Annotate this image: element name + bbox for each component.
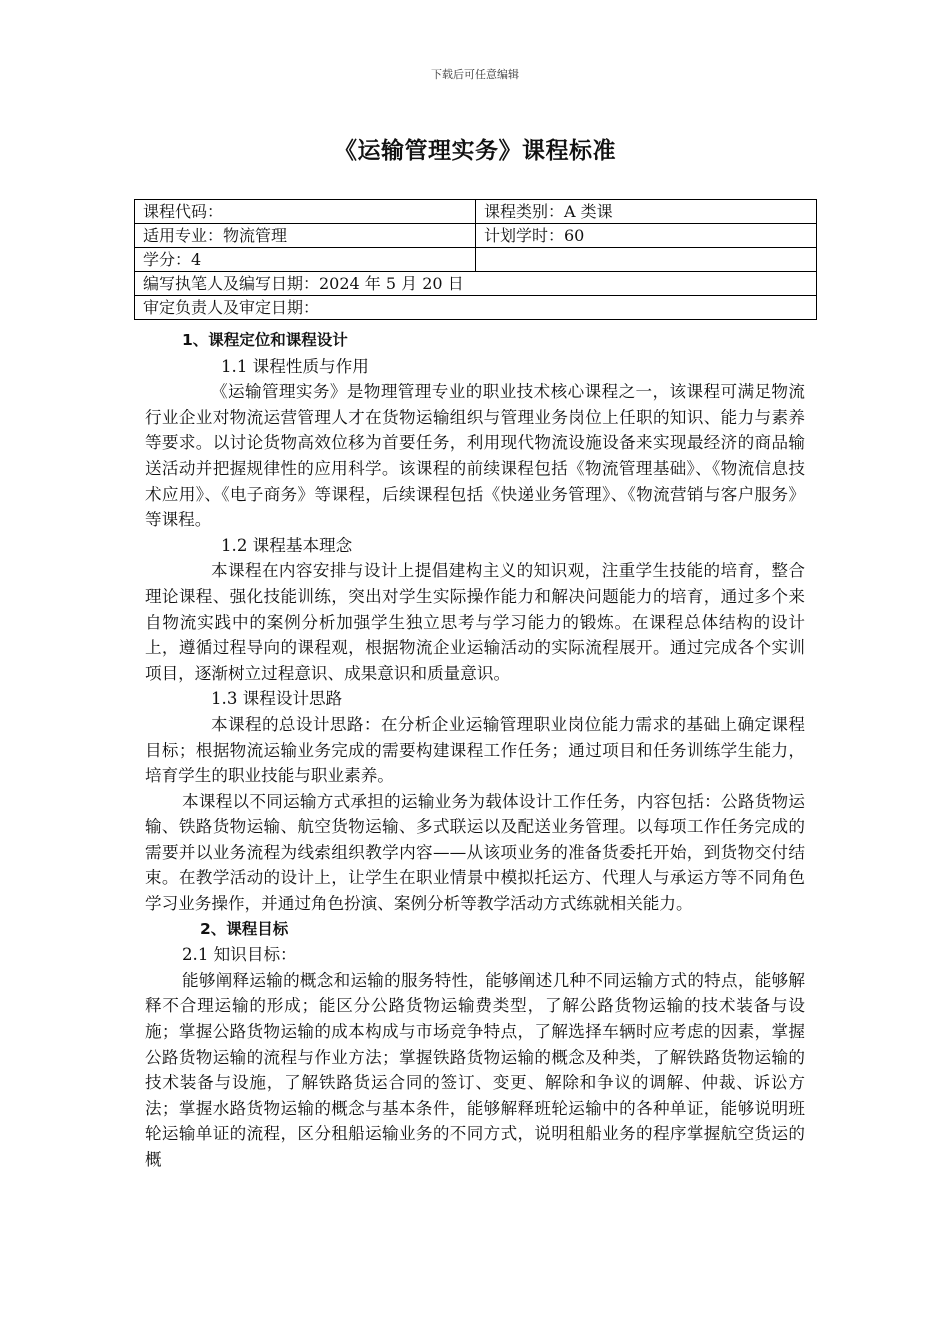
table-row — [135, 224, 817, 248]
section-1-2-paragraph: 本课程在内容安排与设计上提倡建构主义的知识观，注重学生技能的培育，整合理论课程、强化技能训练，突出对学生实际操作能力和解决问题能力的培育，通过多个来自物流实践中的案例分析加强学生独立思考与学习能力的锻炼。在课程总体结构的设计上，遵循过程导向的课程观，根据物流企业运输活动的实际流程展开。通过完成各个实训项目，逐渐树立过程意识、成果意识和质量意识。 — [145, 561, 805, 683]
section-2-1-paragraph: 能够阐释运输的概念和运输的服务特性，能够阐述几种不同运输方式的特点，能够解释不合理运输的形成；能区分公路货物运输费类型，了解公路货物运输的技术装备与设施；掌握公路货物运输的成本构成与市场竞争特点，了解选择车辆时应考虑的因素，掌握公路货物运输的流程与作业方法；掌握铁路货物运输的概念及种类，了解铁路货物运输的技术装备与设施，了解铁路货运合同的签订、变更、解除和争议的调解、仲裁、诉讼方法；掌握水路货物运输的概念与基本条件，能够解释班轮运输中的各种单证，能够说明班轮运输单证的流程，区分租船运输业务的不同方式，说明租船业务的程序掌握航空货运的概 — [145, 970, 805, 1169]
course-category-cell: 课程类别：A 类课 — [476, 200, 817, 224]
header-note: 下载后可任意编辑 — [431, 68, 519, 81]
document-body — [145, 328, 805, 1173]
major-cell: 适用专业：物流管理 — [135, 224, 476, 248]
table-row — [135, 272, 817, 296]
section-2-heading: 2、课程目标 — [200, 919, 289, 938]
section-1-3-paragraph-2: 本课程以不同运输方式承担的运输业务为载体设计工作任务，内容包括：公路货物运输、铁路货物运输、航空货物运输、多式联运以及配送业务管理。以每项工作任务完成的需要并以业务流程为线索组织教学内容——从该项业务的准备货委托开始，到货物交付结束。在教学活动的设计上，让学生在职业情景中模拟托运方、代理人与承运方等不同角色学习业务操作，并通过角色扮演、案例分析等教学活动方式练就相关能力。 — [145, 791, 805, 914]
table-row — [135, 296, 817, 320]
course-info-table — [134, 199, 817, 320]
section-1-1-paragraph: 《运输管理实务》是物理管理专业的职业技术核心课程之一，该课程可满足物流行业企业对物流运营管理人才在货物运输组织与管理业务岗位上任职的知识、能力与素养等要求。以讨论货物高效位移为首要任务，利用现代物流设施设备来实现最经济的商品输送活动并把握规律性的应用科学。该课程的前续课程包括《物流管理基础》、《物流信息技术应用》、《电子商务》等课程，后续课程包括《快递业务管理》、《物流营销与客户服务》等课程。 — [145, 382, 805, 530]
table-row — [135, 200, 817, 224]
author-date-cell: 编写执笔人及编写日期：2024 年 5 月 20 日 — [135, 272, 817, 296]
planned-hours-cell: 计划学时：60 — [476, 224, 817, 248]
section-1-2-heading: 1.2 课程基本理念 — [221, 535, 353, 555]
document-title: 《运输管理实务》课程标准 — [334, 138, 616, 164]
section-1-3-paragraph-1: 本课程的总设计思路：在分析企业运输管理职业岗位能力需求的基础上确定课程目标；根据物流运输业务完成的需要构建课程工作任务；通过项目和任务训练学生能力，培育学生的职业技能与职业素养。 — [145, 714, 805, 786]
section-1-1-heading: 1.1 课程性质与作用 — [221, 356, 369, 376]
section-1-heading: 1、课程定位和课程设计 — [182, 331, 348, 349]
section-1-3-heading: 1.3 课程设计思路 — [211, 689, 343, 709]
course-code-cell: 课程代码： — [135, 200, 476, 224]
table-row — [135, 248, 817, 272]
reviewer-date-cell: 审定负责人及审定日期： — [135, 296, 817, 320]
credits-cell: 学分：4 — [135, 248, 476, 272]
empty-cell — [476, 248, 817, 272]
section-2-1-heading: 2.1 知识目标： — [182, 945, 297, 965]
